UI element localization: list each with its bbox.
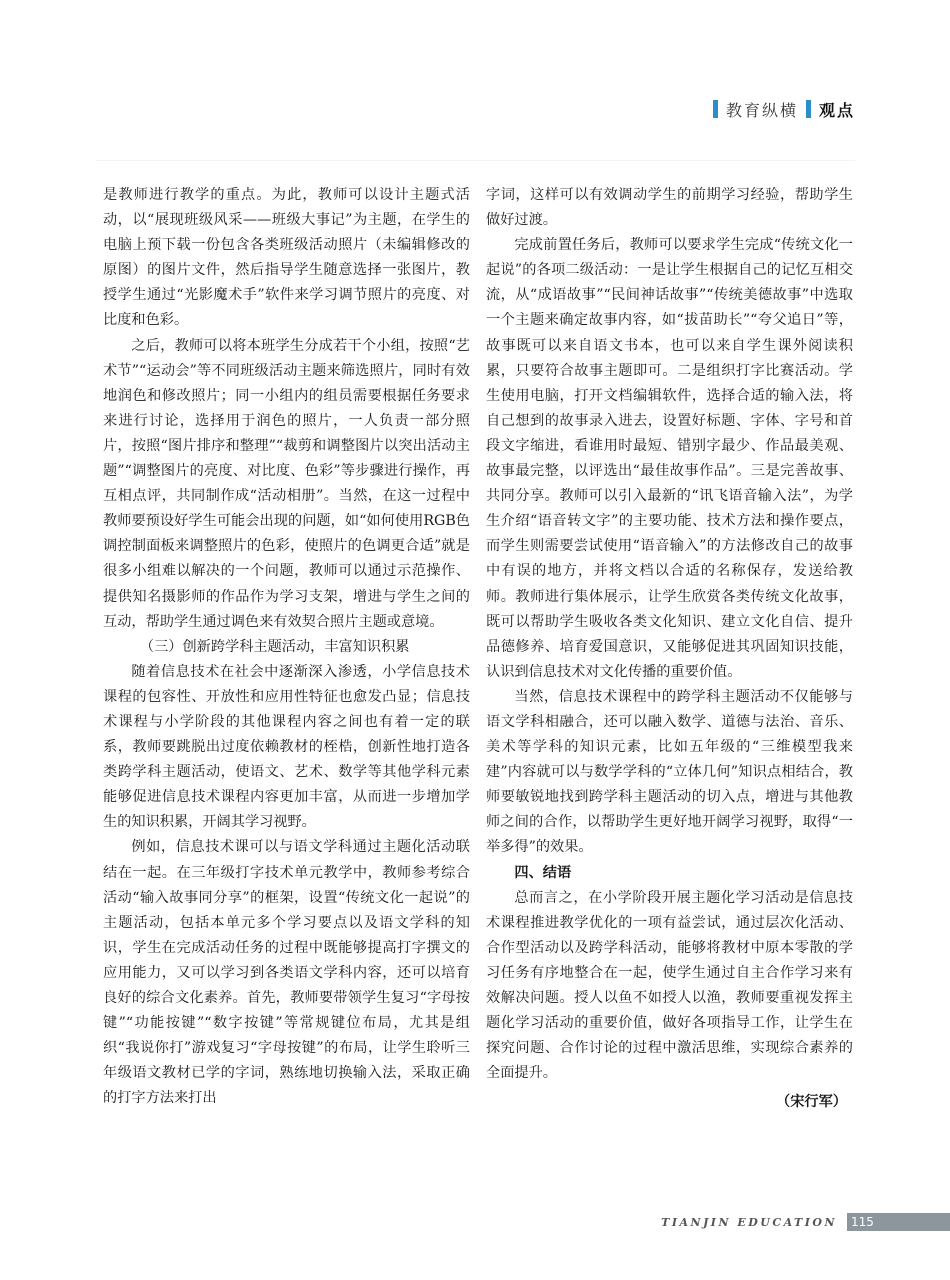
paragraph: 之后，教师可以将本班学生分成若干个小组，按照“艺术节”“运动会”等不同班级活动主题来筛选照片，同时有效地润色和修改照片；同一小组内的组员需要根据任务要求来进行讨论，选择用于润色的照片，一人负责一部分照片，按照“图片排序和整理”“裁剪和调整图片以突出活动主题”“调整图片的亮度、对比度、色彩”等步骤进行操作，再互相点评，共同制作成“活动相册”。当然，在这一过程中教师要预设好学生可能会出现的问题，如“如何使用RGB色调控制面板来调整照片的色彩，使照片的色调更合适”就是很多小组难以解决的一个问题，教师可以通过示范操作、提供知名摄影师的作品作为学习支架，增进与学生之间的互动，帮助学生通过调色来有效契合照片主题或意境。	[103, 337, 470, 630]
paragraph: 例如，信息技术课可以与语文学科通过主题化活动联结在一起。在三年级打字技术单元教学中，教师参考综合活动“输入故事同分享”的框架，设置“传统文化一起说”的主题活动，包括本单元多个学习要点以及语文学科的知识，学生在完成活动任务的过程中既能够提高打字撰文的应用能力，又可以学习到各类语文学科内容，还可以培育良好的综合文化素养。首先，教师要带领学生复习“字母按键”“功能按键”“数字按键”等常规键位布局，尤其是组织“我说你打”游戏复习“字母按键”的布局，让学生聆听三年级语文教材已学的字词，熟练地切换输入法，采取正确的打字方法来打出	[103, 839, 470, 1107]
page-header	[713, 98, 855, 120]
journal-name: TIANJIN EDUCATION	[661, 1215, 837, 1229]
author-credit: （宋行军）	[776, 1094, 847, 1111]
page-footer	[661, 1212, 950, 1232]
paragraph: 字词，这样可以有效调动学生的前期学习经验，帮助学生做好过渡。	[486, 187, 853, 229]
header-accent-bar	[713, 100, 718, 118]
paragraph: 随着信息技术在社会中逐渐深入渗透，小学信息技术课程的包容性、开放性和应用性特征也愈发凸显；信息技术课程与小学阶段的其他课程内容之间也有着一定的联系，教师要跳脱出过度依赖教材的桎梏，创新性地打造各类跨学科主题活动，使语文、艺术、数学等其他学科元素能够促进信息技术课程内容更加丰富，从而进一步增加学生的知识积累，开阔其学习视野。	[103, 663, 470, 831]
page-number: 115	[851, 1215, 874, 1229]
paragraph: 当然，信息技术课程中的跨学科主题活动不仅能够与语文学科相融合，还可以融入数学、道德与法治、音乐、美术等学科的知识元素，比如五年级的“三维模型我来建”内容就可以与数学学科的“立体几何”知识点相结合，教师要敏锐地找到跨学科主题活动的切入点，增进与其他教师之间的合作，以帮助学生更好地开阔学习视野，取得“一举多得”的效果。	[486, 688, 853, 856]
paragraph: 总而言之，在小学阶段开展主题化学习活动是信息技术课程推进教学优化的一项有益尝试，通过层次化活动、合作型活动以及跨学科活动，能够将教材中原本零散的学习任务有序地整合在一起，使学生通过自主合作学习来有效解决问题。授人以鱼不如授人以渔，教师要重视发挥主题化学习活动的重要价值，做好各项指导工作，让学生在探究问题、合作讨论的过程中激活思维，实现综合素养的全面提升。	[486, 889, 853, 1082]
header-rule	[95, 160, 855, 161]
left-column	[103, 183, 470, 1111]
section-subheading: （三）创新跨学科主题活动，丰富知识积累	[139, 638, 410, 655]
header-section-label: 教育纵横	[725, 100, 798, 120]
header-column-label: 观点	[818, 100, 855, 120]
right-column	[486, 183, 853, 1115]
header-divider-bar	[806, 100, 811, 118]
page-number-bar	[847, 1213, 950, 1231]
paragraph: 完成前置任务后，教师可以要求学生完成“传统文化一起说”的各项二级活动：一是让学生根据自己的记忆互相交流，从“成语故事”“民间神话故事”“传统美德故事”中选取一个主题来确定故事内容，如“拔苗助长”“夸父追日”等，故事既可以来自语文书本，也可以来自学生课外阅读积累，只要符合故事主题即可。二是组织打字比赛活动。学生使用电脑，打开文档编辑软件，选择合适的输入法，将自己想到的故事录入进去，设置好标题、字体、字号和首段文字缩进，看谁用时最短、错别字最少、作品最美观、故事最完整，以评选出“最佳故事作品”。三是完善故事、共同分享。教师可以引入最新的“讯飞语音输入法”，为学生介绍“语音转文字”的主要功能、技术方法和操作要点，而学生则需要尝试使用“语音输入”的方法修改自己的故事中有误的地方，并将文档以合适的名称保存，发送给教师。教师进行集体展示，让学生欣赏各类传统文化故事，既可以帮助学生吸收各类文化知识、建立文化自信、提升品德修养、培育爱国意识，又能够促进其巩固知识技能，认识到信息技术对文化传播的重要价值。	[486, 237, 853, 680]
paragraph: 是教师进行教学的重点。为此，教师可以设计主题式活动，以“展现班级风采——班级大事记”为主题，在学生的电脑上预下载一份包含各类班级活动照片（未编辑修改的原图）的图片文件，然后指导学生随意选择一张图片，教授学生通过“光影魔术手”软件来学习调节照片的亮度、对比度和色彩。	[103, 187, 470, 329]
conclusion-heading: 四、结语	[514, 864, 572, 881]
